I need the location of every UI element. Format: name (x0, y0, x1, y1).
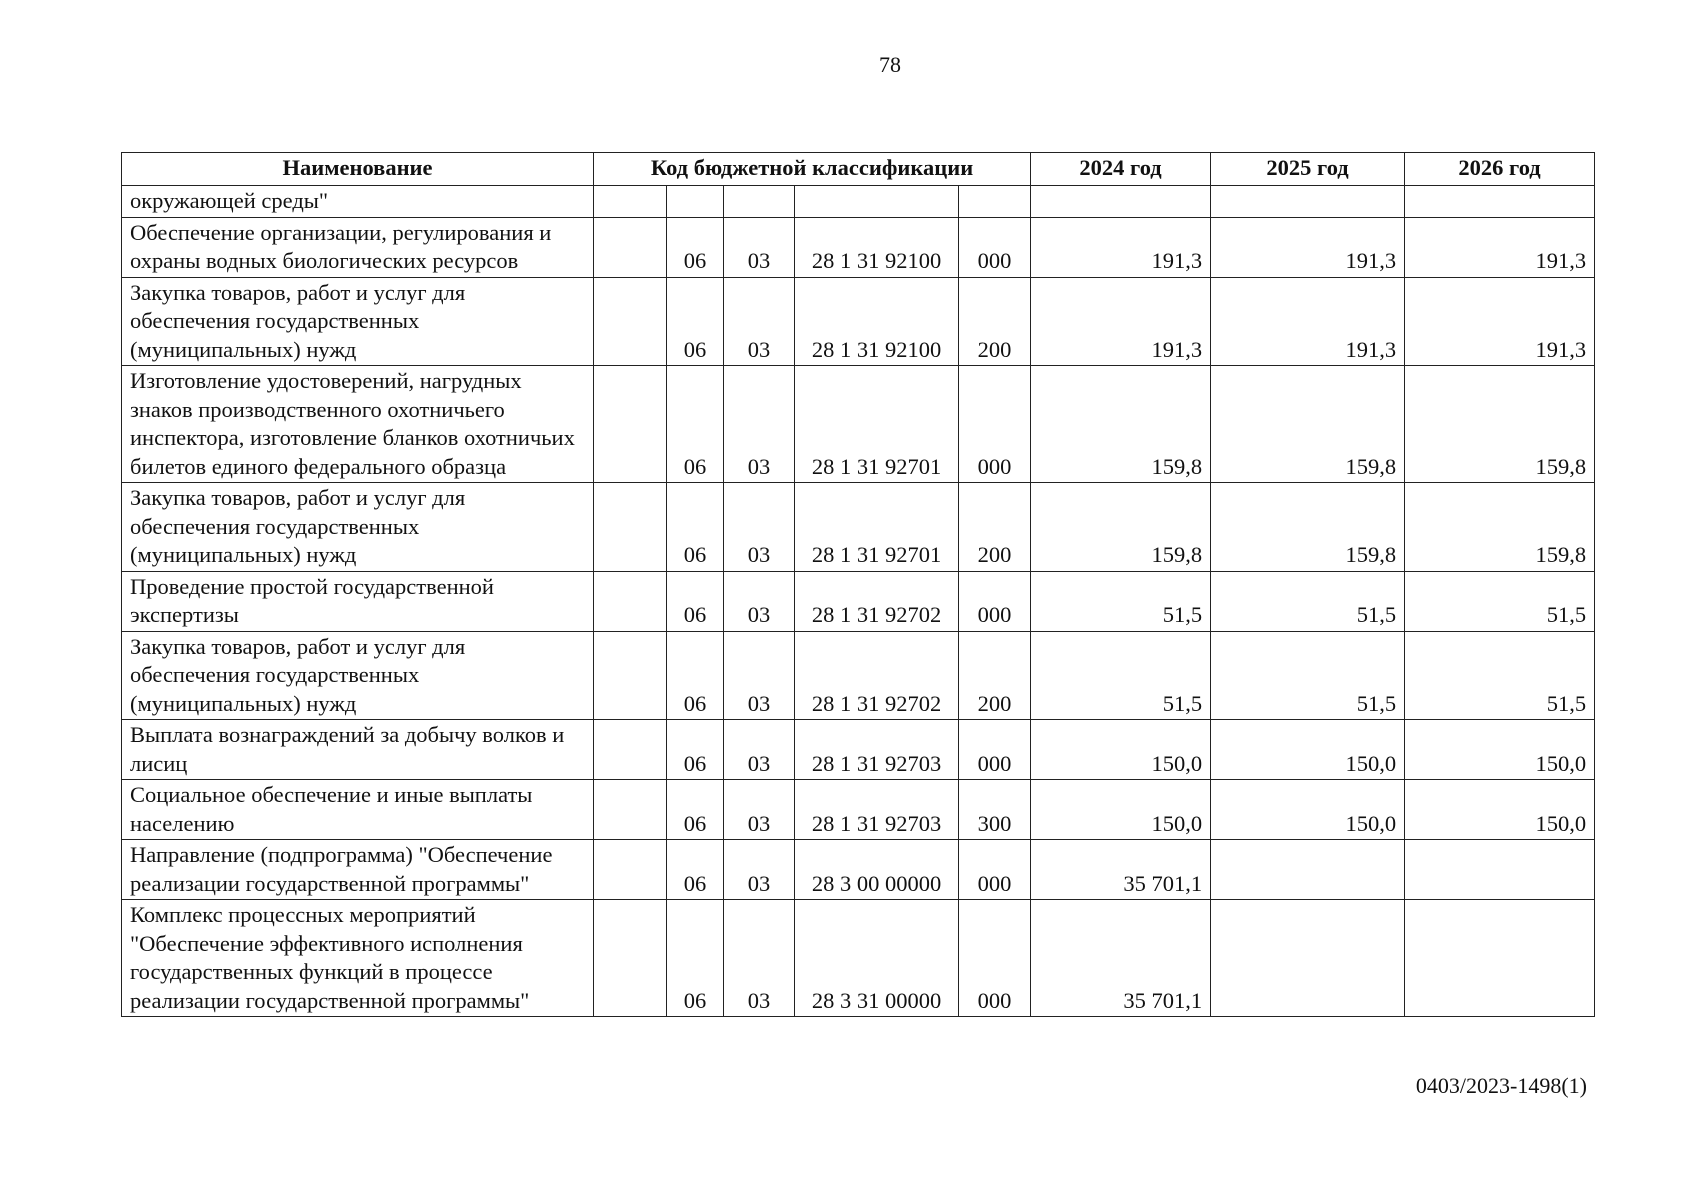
row-value-2025 (1211, 840, 1405, 900)
row-value-2024: 159,8 (1031, 483, 1211, 572)
row-name-text: Закупка товаров, работ и услуг для обеспечения государственных (муниципальных) нужд (130, 485, 466, 567)
continuation-row (122, 186, 1595, 218)
row-name (122, 720, 594, 780)
empty-cell (594, 277, 667, 366)
row-value-2026: 191,3 (1405, 217, 1595, 277)
row-value-2024: 35 701,1 (1031, 840, 1211, 900)
row-name-text: Социальное обеспечение и иные выплаты населению (130, 782, 533, 836)
row-value-2024: 51,5 (1031, 631, 1211, 720)
row-value-2025: 191,3 (1211, 217, 1405, 277)
table-row (122, 217, 1595, 277)
row-name (122, 840, 594, 900)
row-expense-type: 200 (959, 483, 1031, 572)
row-section: 06 (667, 840, 724, 900)
row-section: 06 (667, 277, 724, 366)
row-value-2024: 150,0 (1031, 720, 1211, 780)
empty-cell (594, 217, 667, 277)
row-section: 06 (667, 780, 724, 840)
row-name-text: Проведение простой государственной экспертизы (130, 573, 494, 627)
row-name (122, 217, 594, 277)
empty-cell (594, 483, 667, 572)
row-section: 06 (667, 483, 724, 572)
table-row (122, 900, 1595, 1017)
row-name (122, 483, 594, 572)
row-section: 06 (667, 366, 724, 483)
empty-cell (594, 840, 667, 900)
table-row (122, 631, 1595, 720)
row-value-2025: 159,8 (1211, 366, 1405, 483)
row-value-2025: 159,8 (1211, 483, 1405, 572)
row-target-code: 28 1 31 92702 (795, 571, 959, 631)
row-value-2026 (1405, 900, 1595, 1017)
document-code: 0403/2023-1498(1) (1415, 1073, 1587, 1098)
row-name (122, 780, 594, 840)
row-target-code: 28 1 31 92701 (795, 366, 959, 483)
row-value-2024: 35 701,1 (1031, 900, 1211, 1017)
row-section: 06 (667, 900, 724, 1017)
row-value-2024: 51,5 (1031, 571, 1211, 631)
table-header-row (122, 153, 1595, 186)
row-name-text: Комплекс процессных мероприятий "Обеспечение эффективного исполнения государственных функций в процессе реализации государственной программы" (130, 902, 530, 1013)
row-target-code: 28 1 31 92100 (795, 277, 959, 366)
empty-cell (594, 631, 667, 720)
row-value-2024: 191,3 (1031, 217, 1211, 277)
empty-cell (795, 186, 959, 218)
row-expense-type: 300 (959, 780, 1031, 840)
row-section: 06 (667, 631, 724, 720)
table-row (122, 840, 1595, 900)
row-subsection: 03 (724, 720, 795, 780)
empty-cell (1405, 186, 1595, 218)
row-value-2026: 159,8 (1405, 366, 1595, 483)
table-row (122, 277, 1595, 366)
row-name-text: Закупка товаров, работ и услуг для обеспечения государственных (муниципальных) нужд (130, 279, 466, 362)
row-value-2025: 51,5 (1211, 631, 1405, 720)
table-row (122, 483, 1595, 572)
row-name (122, 571, 594, 631)
row-name (122, 277, 594, 366)
header-2026: 2026 год (1405, 153, 1595, 186)
row-value-2025 (1211, 900, 1405, 1017)
row-value-2026: 191,3 (1405, 277, 1595, 366)
row-expense-type: 000 (959, 840, 1031, 900)
row-expense-type: 000 (959, 217, 1031, 277)
row-target-code: 28 1 31 92701 (795, 483, 959, 572)
row-subsection: 03 (724, 840, 795, 900)
row-section: 06 (667, 720, 724, 780)
empty-cell (594, 780, 667, 840)
budget-table (121, 152, 1595, 1017)
row-expense-type: 200 (959, 277, 1031, 366)
row-subsection: 03 (724, 780, 795, 840)
empty-cell (667, 186, 724, 218)
row-subsection: 03 (724, 277, 795, 366)
row-value-2025: 150,0 (1211, 720, 1405, 780)
table-row (122, 780, 1595, 840)
row-subsection: 03 (724, 366, 795, 483)
row-name-text: Изготовление удостоверений, нагрудных знаков производственного охотничьего инспектора, изготовление бланков охотничьих билетов единого федерального образца (130, 368, 575, 479)
header-name: Наименование (122, 153, 594, 186)
row-section: 06 (667, 571, 724, 631)
empty-cell (594, 571, 667, 631)
row-value-2024: 191,3 (1031, 277, 1211, 366)
row-name (122, 366, 594, 483)
row-expense-type: 000 (959, 900, 1031, 1017)
empty-cell (959, 186, 1031, 218)
empty-cell (594, 900, 667, 1017)
continuation-text: окружающей среды" (122, 186, 594, 218)
row-expense-type: 000 (959, 720, 1031, 780)
empty-cell (594, 186, 667, 218)
table-row (122, 366, 1595, 483)
row-target-code: 28 3 31 00000 (795, 900, 959, 1017)
row-target-code: 28 1 31 92703 (795, 780, 959, 840)
row-expense-type: 200 (959, 631, 1031, 720)
row-value-2024: 150,0 (1031, 780, 1211, 840)
table-row (122, 571, 1595, 631)
header-code: Код бюджетной классификации (594, 153, 1031, 186)
row-value-2025: 51,5 (1211, 571, 1405, 631)
row-name-text: Закупка товаров, работ и услуг для обеспечения государственных (муниципальных) нужд (130, 633, 466, 716)
row-value-2026: 51,5 (1405, 631, 1595, 720)
empty-cell (594, 366, 667, 483)
row-value-2025: 191,3 (1211, 277, 1405, 366)
empty-cell (594, 720, 667, 780)
row-expense-type: 000 (959, 571, 1031, 631)
row-subsection: 03 (724, 900, 795, 1017)
row-subsection: 03 (724, 217, 795, 277)
row-value-2024: 159,8 (1031, 366, 1211, 483)
row-section: 06 (667, 217, 724, 277)
row-name-text: Обеспечение организации, регулирования и охраны водных биологических ресурсов (130, 219, 552, 273)
row-value-2026: 150,0 (1405, 780, 1595, 840)
table-row (122, 720, 1595, 780)
row-value-2025: 150,0 (1211, 780, 1405, 840)
row-subsection: 03 (724, 571, 795, 631)
row-value-2026: 150,0 (1405, 720, 1595, 780)
row-subsection: 03 (724, 483, 795, 572)
empty-cell (1031, 186, 1211, 218)
empty-cell (724, 186, 795, 218)
row-name-text: Выплата вознаграждений за добычу волков и лисиц (130, 722, 565, 776)
row-target-code: 28 1 31 92702 (795, 631, 959, 720)
row-target-code: 28 1 31 92703 (795, 720, 959, 780)
row-subsection: 03 (724, 631, 795, 720)
row-name (122, 900, 594, 1017)
header-2024: 2024 год (1031, 153, 1211, 186)
row-value-2026: 51,5 (1405, 571, 1595, 631)
row-target-code: 28 1 31 92100 (795, 217, 959, 277)
row-expense-type: 000 (959, 366, 1031, 483)
row-value-2026: 159,8 (1405, 483, 1595, 572)
empty-cell (1211, 186, 1405, 218)
row-name-text: Направление (подпрограмма) "Обеспечение реализации государственной программы" (130, 842, 553, 896)
row-target-code: 28 3 00 00000 (795, 840, 959, 900)
page-number: 78 (879, 52, 901, 77)
header-2025: 2025 год (1211, 153, 1405, 186)
row-value-2026 (1405, 840, 1595, 900)
row-name (122, 631, 594, 720)
